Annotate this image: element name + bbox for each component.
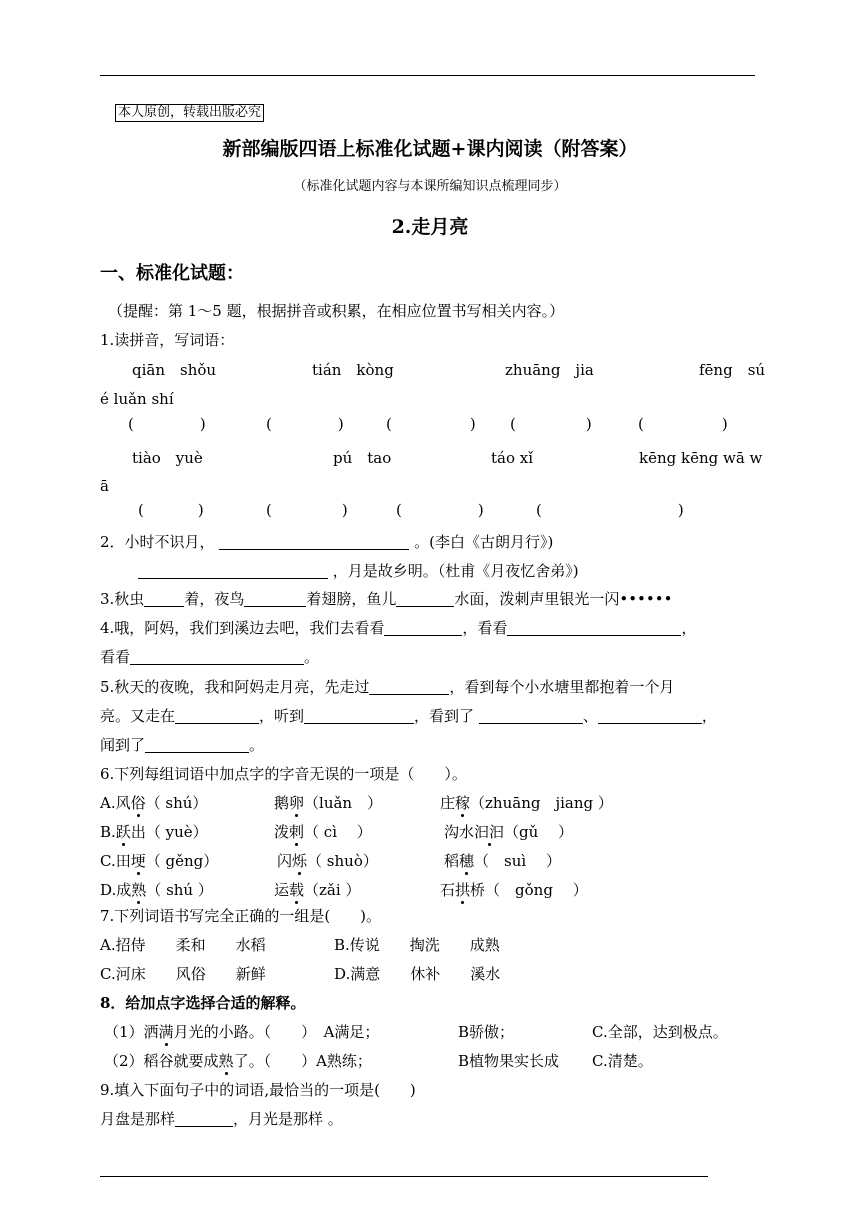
pinyin: （ shú） xyxy=(145,794,208,812)
pinyin: （ gěng） xyxy=(145,852,219,870)
option-letter: C. xyxy=(100,852,116,870)
paren-close: ) xyxy=(469,415,476,433)
answer-paren-6 xyxy=(138,500,204,520)
q6-option-a[interactable] xyxy=(100,793,740,813)
q4-text-a: 4.哦，阿妈，我们到溪边去吧，我们去看看 xyxy=(100,619,385,637)
q5-text-f: 、 xyxy=(582,707,598,725)
paren-open: ( xyxy=(266,501,272,519)
q3-text-b: 着，夜鸟 xyxy=(184,590,245,608)
dotted-char: 跃 xyxy=(115,823,131,841)
option-letter: D. xyxy=(100,881,117,899)
q7-option-a[interactable]: A.招侍 柔和 水稻 xyxy=(100,936,266,954)
word: 闪 xyxy=(277,852,293,870)
pinyin: （ shuò） xyxy=(307,852,378,870)
q5-line2 xyxy=(100,706,717,726)
blank[interactable] xyxy=(598,707,702,724)
q8-option-b: B植物果实长成 xyxy=(458,1052,560,1070)
word: 出 xyxy=(130,823,146,841)
q8-line1 xyxy=(104,1022,764,1042)
q8-option-c: C.全部，达到极点。 xyxy=(592,1023,728,1041)
word: 庄 xyxy=(440,794,456,812)
q8-text: 月光的小路。（ ） A满足； xyxy=(173,1023,380,1041)
blank[interactable] xyxy=(244,590,306,607)
q8-text: 了。（ ）A熟练； xyxy=(233,1052,372,1070)
pinyin-5: é luǎn shí xyxy=(100,390,174,408)
pinyin-7: pú tao xyxy=(333,449,392,467)
pinyin-8: táo xǐ xyxy=(491,449,534,467)
q5-text-b: ，看到每个小水塘里都抱着一个月 xyxy=(449,678,675,696)
blank[interactable] xyxy=(479,707,583,724)
word: 泼 xyxy=(274,823,290,841)
q8-text: （2）稻谷就要成 xyxy=(104,1052,219,1070)
q3-text-a: 3.秋虫 xyxy=(100,590,145,608)
blank[interactable] xyxy=(175,1110,233,1127)
q9-text-b: ，月光是那样 。 xyxy=(233,1110,343,1128)
footer-rule xyxy=(100,1176,708,1177)
paren-close: ) xyxy=(721,415,728,433)
q4-line2 xyxy=(100,647,319,667)
pinyin-6: tiào yuè xyxy=(132,449,203,467)
q4-text-b: ，看看 xyxy=(462,619,508,637)
q9-stem: 9.填入下面句子中的词语,最恰当的一项是( ) xyxy=(100,1081,416,1099)
q8-option-b: B骄傲； xyxy=(458,1023,515,1041)
paren-open: ( xyxy=(396,501,402,519)
option-letter: B. xyxy=(100,823,116,841)
q6-option-d[interactable] xyxy=(100,880,740,900)
q2-text-b: 。(李白《古朗月行》) xyxy=(414,533,554,551)
q5-text-a: 5.秋天的夜晚，我和阿妈走月亮，先走过 xyxy=(100,678,370,696)
paren-open: ( xyxy=(128,415,134,433)
q6-option-c[interactable] xyxy=(100,851,740,871)
answer-paren-9 xyxy=(536,500,684,520)
blank[interactable] xyxy=(384,619,462,636)
q4-text-e: 。 xyxy=(304,648,320,666)
q8-stem: 8．给加点字选择合适的解释。 xyxy=(100,994,306,1012)
section-heading: 一、标准化试题： xyxy=(100,263,244,284)
dotted-char: 穗 xyxy=(459,852,475,870)
blank[interactable] xyxy=(304,707,414,724)
dotted-char: 埂 xyxy=(130,852,146,870)
q9-text-a: 月盘是那样 xyxy=(100,1110,176,1128)
pinyin: （ gǒng ） xyxy=(485,881,588,899)
paren-close: ) xyxy=(585,415,592,433)
option-letter: A. xyxy=(100,794,116,812)
q6-option-b[interactable] xyxy=(100,822,740,842)
paren-open: ( xyxy=(536,501,542,519)
blank[interactable] xyxy=(396,590,454,607)
q5-text-i: 。 xyxy=(249,736,265,754)
pinyin-4: fēng sú xyxy=(699,361,766,379)
q2-line1 xyxy=(100,532,553,552)
answer-paren-2 xyxy=(266,414,344,434)
pinyin: （ cì ） xyxy=(304,823,372,841)
blank[interactable] xyxy=(130,648,304,665)
blank[interactable] xyxy=(144,590,184,607)
dotted-char: 熟 xyxy=(218,1052,234,1070)
word: 稻 xyxy=(444,852,460,870)
q3-text-d: 水面，泼刺声里银光一闪•••••• xyxy=(454,590,673,608)
q2-text-c: ，月是故乡明。（杜甫《月夜忆舍弟》) xyxy=(332,562,579,580)
pinyin-3: zhuāng jia xyxy=(505,361,594,379)
word: 运 xyxy=(274,881,290,899)
hint-text: （提醒：第 1～5 题，根据拼音或积累，在相应位置书写相关内容。） xyxy=(108,302,565,320)
header-rule xyxy=(100,75,755,76)
pinyin-9-wrap: ā xyxy=(100,477,109,495)
dotted-char: 卵 xyxy=(289,794,305,812)
blank[interactable] xyxy=(175,707,259,724)
q5-text-c: 亮。又走在 xyxy=(100,707,176,725)
answer-paren-1 xyxy=(128,414,206,434)
dotted-char: 熟 xyxy=(131,881,147,899)
q7-option-d[interactable]: D.满意 休补 溪水 xyxy=(334,965,501,983)
dotted-char: 俗 xyxy=(130,794,146,812)
page-subtitle: （标准化试题内容与本课所编知识点梳理同步） xyxy=(293,179,567,194)
paren-close: ) xyxy=(341,501,348,519)
paren-close: ) xyxy=(197,501,204,519)
q7-option-b[interactable]: B.传说 掏洗 成熟 xyxy=(334,936,500,954)
q7-stem: 7.下列词语书写完全正确的一组是( )。 xyxy=(100,907,382,925)
q8-text: （1）洒 xyxy=(104,1023,159,1041)
dotted-char: 烁 xyxy=(292,852,308,870)
lesson-title: 2.走月亮 xyxy=(391,216,469,238)
paren-open: ( xyxy=(638,415,644,433)
dotted-char: 剌 xyxy=(289,823,305,841)
q1-label: 1.读拼音，写词语： xyxy=(100,331,235,349)
word: 鹅 xyxy=(274,794,290,812)
paren-open: ( xyxy=(510,415,516,433)
word: 沟水 xyxy=(444,823,475,841)
q5-text-d: ，听到 xyxy=(259,707,305,725)
dotted-char: 满 xyxy=(158,1023,174,1041)
q8-option-c: C.清楚。 xyxy=(592,1052,653,1070)
dotted-char: 稼 xyxy=(455,794,471,812)
q4-text-d: 看看 xyxy=(100,648,131,666)
word: 成 xyxy=(116,881,132,899)
word: 石 xyxy=(440,881,456,899)
dotted-char: 载 xyxy=(289,881,305,899)
pinyin-9: kēng kēng wā w xyxy=(639,449,763,467)
paren-close: ) xyxy=(677,501,684,519)
q3-line xyxy=(100,589,672,609)
paren-open: ( xyxy=(386,415,392,433)
q4-text-c: ， xyxy=(681,619,697,637)
pinyin-2: tián kòng xyxy=(312,361,394,379)
word: 风 xyxy=(115,794,131,812)
q5-line1 xyxy=(100,677,674,697)
q3-text-c: 着翅膀，鱼儿 xyxy=(306,590,397,608)
pinyin: （luǎn ） xyxy=(304,794,383,812)
q5-text-g: ， xyxy=(701,707,717,725)
q5-line3 xyxy=(100,735,264,755)
word: 桥 xyxy=(470,881,486,899)
paren-close: ) xyxy=(477,501,484,519)
q2-text-a: 2．小时不识月， xyxy=(100,533,215,551)
answer-paren-7 xyxy=(266,500,348,520)
answer-paren-5 xyxy=(638,414,728,434)
word: 田 xyxy=(115,852,131,870)
pinyin-1: qiān shǒu xyxy=(132,361,217,379)
pinyin: （zhuāng jiang ） xyxy=(470,794,613,812)
q5-text-e: ，看到了 xyxy=(414,707,475,725)
notice-text: 本人原创，转载出版必究 xyxy=(118,105,262,120)
paren-open: ( xyxy=(138,501,144,519)
q9-line xyxy=(100,1109,343,1129)
page-title: 新部编版四语上标准化试题+课内阅读（附答案） xyxy=(222,138,638,160)
pinyin: （ yuè） xyxy=(145,823,208,841)
q6-stem: 6.下列每组词语中加点字的字音无误的一项是（ ）。 xyxy=(100,765,467,783)
dotted-char: 汩汩 xyxy=(474,823,505,841)
dotted-char: 拱 xyxy=(455,881,471,899)
paren-open: ( xyxy=(266,415,272,433)
answer-paren-8 xyxy=(396,500,484,520)
blank[interactable] xyxy=(219,533,409,550)
q8-line2 xyxy=(104,1051,764,1071)
answer-paren-3 xyxy=(386,414,476,434)
blank[interactable] xyxy=(369,678,449,695)
notice-box xyxy=(115,104,264,122)
q2-line2 xyxy=(138,561,579,581)
answer-paren-4 xyxy=(510,414,592,434)
q5-text-h: 闻到了 xyxy=(100,736,146,754)
pinyin: （ suì ） xyxy=(474,852,561,870)
q4-line1 xyxy=(100,618,696,638)
paren-close: ) xyxy=(199,415,206,433)
pinyin: （gǔ ） xyxy=(504,823,574,841)
blank[interactable] xyxy=(145,736,249,753)
blank[interactable] xyxy=(138,562,328,579)
q7-option-c[interactable]: C.河床 风俗 新鲜 xyxy=(100,965,266,983)
pinyin: （ shú ） xyxy=(146,881,213,899)
blank[interactable] xyxy=(507,619,681,636)
paren-close: ) xyxy=(337,415,344,433)
pinyin: （zǎi ） xyxy=(304,881,361,899)
